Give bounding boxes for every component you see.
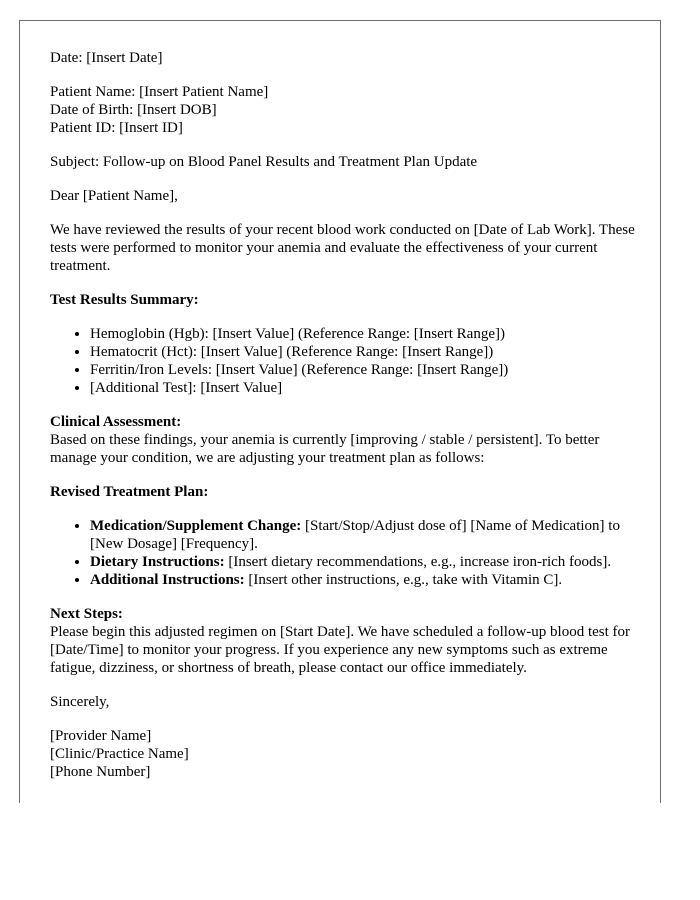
clinical-assessment-heading: Clinical Assessment: (50, 414, 182, 430)
list-item (90, 571, 635, 589)
letter-document (19, 20, 661, 803)
letter-body (50, 49, 635, 797)
treatment-item-label: Dietary Instructions: (90, 554, 225, 570)
phone-number: [Phone Number] (50, 764, 151, 780)
next-steps-block (50, 605, 635, 677)
patient-id: Patient ID: [Insert ID] (50, 120, 183, 136)
list-item: • [Additional Test]: [Insert Value] (90, 379, 635, 397)
clinical-assessment-block (50, 413, 635, 467)
clinical-assessment-text: Based on these findings, your anemia is currently [improving / stable / persistent]. To better manage your condition, we are adjusting your treatment plan as follows: (50, 432, 600, 466)
treatment-item-label: Additional Instructions: (90, 572, 245, 588)
test-results-heading: Test Results Summary: (50, 292, 199, 308)
signature-block (50, 727, 635, 781)
test-results-list (50, 325, 635, 397)
list-item: • Hemoglobin (Hgb): [Insert Value] (Reference Range: [Insert Range]) (90, 325, 635, 343)
letter-salutation: Dear [Patient Name], (50, 188, 178, 204)
patient-dob: Date of Birth: [Insert DOB] (50, 102, 217, 118)
clinic-name: [Clinic/Practice Name] (50, 746, 189, 762)
patient-info-block (50, 83, 635, 137)
treatment-plan-heading: Revised Treatment Plan: (50, 484, 209, 500)
letter-date: Date: [Insert Date] (50, 50, 163, 66)
treatment-item-label: Medication/Supplement Change: (90, 518, 302, 534)
next-steps-text: Please begin this adjusted regimen on [Start Date]. We have scheduled a follow-up blood test for [Date/Time] to monitor your progress. If you experience any new symptoms such as extreme fatigue, dizziness, or shortness of breath, please contact our office immediately. (50, 624, 631, 676)
list-item (90, 517, 635, 553)
list-item (90, 553, 635, 571)
provider-name: [Provider Name] (50, 728, 152, 744)
letter-subject: Subject: Follow-up on Blood Panel Results and Treatment Plan Update (50, 154, 478, 170)
treatment-item-text: [Start/Stop/Adjust dose of] [Name of Medication] to [New Dosage] [Frequency]. (90, 518, 620, 552)
list-item: • Hematocrit (Hct): [Insert Value] (Reference Range: [Insert Range]) (90, 343, 635, 361)
treatment-plan-list (50, 517, 635, 589)
treatment-item-text: [Insert dietary recommendations, e.g., increase iron-rich foods]. (224, 554, 612, 570)
letter-intro: We have reviewed the results of your recent blood work conducted on [Date of Lab Work]. These tests were performed to monitor your anemia and evaluate the effectiveness of your current treatment. (50, 222, 635, 274)
letter-closing: Sincerely, (50, 694, 110, 710)
list-item: • Ferritin/Iron Levels: [Insert Value] (Reference Range: [Insert Range]) (90, 361, 635, 379)
patient-name: Patient Name: [Insert Patient Name] (50, 84, 269, 100)
next-steps-heading: Next Steps: (50, 606, 123, 622)
treatment-item-text: [Insert other instructions, e.g., take with Vitamin C]. (244, 572, 563, 588)
